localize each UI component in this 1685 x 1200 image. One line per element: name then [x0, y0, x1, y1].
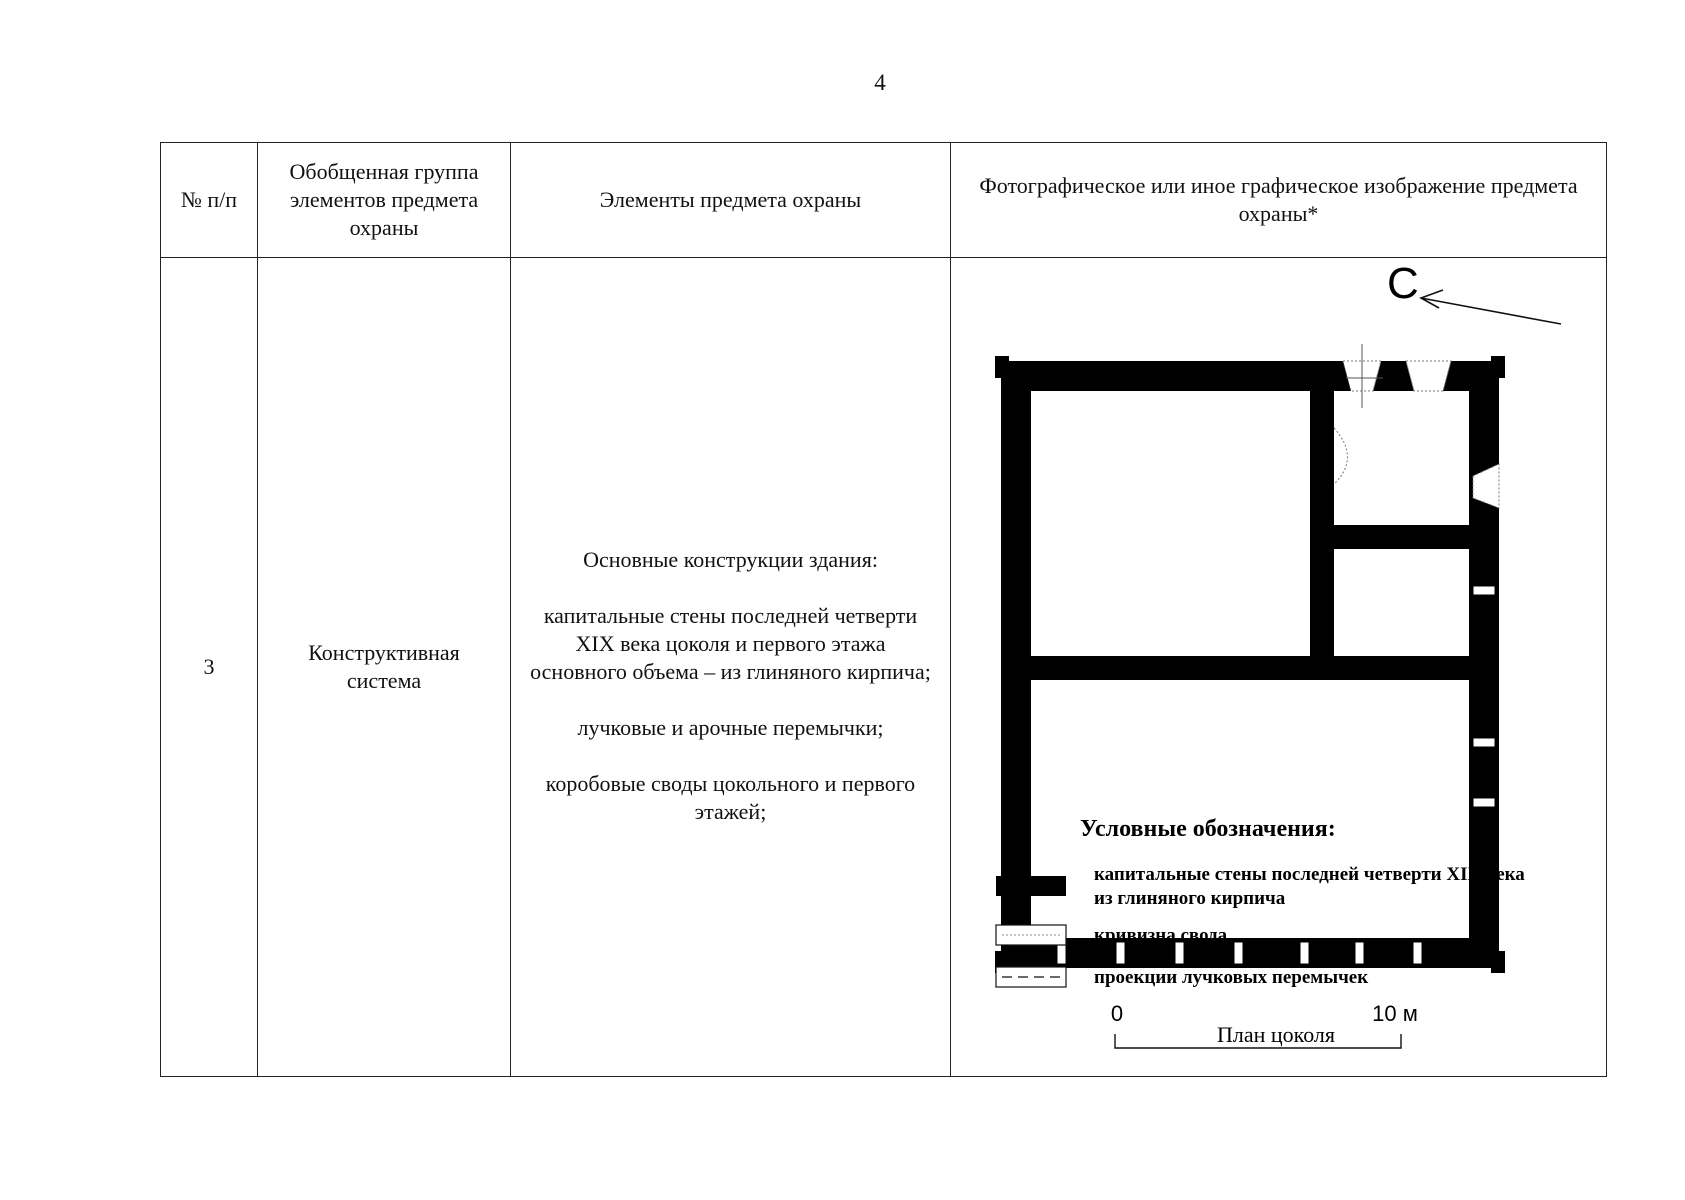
north-label: С	[1387, 259, 1419, 308]
row-num: 3	[161, 258, 258, 1077]
element-item-lintels: лучковые и арочные перемычки;	[577, 715, 884, 740]
header-image: Фотографическое или иное графическое изображение предмета охраны*	[951, 143, 1607, 258]
table-header-row	[161, 143, 1607, 258]
legend-lintel-text: проекции лучковых перемычек	[1094, 967, 1369, 988]
legend-walls-swatch	[996, 876, 1066, 896]
plan-legend	[950, 800, 1605, 1060]
legend-vault-text: кривизна свода	[1094, 925, 1228, 946]
legend-walls-text-1: капитальные стены последней четверти XIX века	[1094, 864, 1525, 885]
header-num: № п/п	[161, 143, 258, 258]
element-item-vaults: коробовые своды цокольного и первого этажей;	[545, 771, 916, 824]
header-group: Обобщенная группа элементов предмета охраны	[258, 143, 511, 258]
legend-title: Условные обозначения:	[1080, 816, 1336, 842]
header-elements: Элементы предмета охраны	[511, 143, 951, 258]
scale-end-label: 10 м	[1372, 1001, 1418, 1026]
element-item-walls: капитальные стены последней четверти XIX века цоколя и первого этажа основного объема – из глиняного кирпича;	[530, 603, 931, 684]
page-number: 4	[874, 70, 886, 95]
row-group: Конструктивная система	[258, 258, 511, 1077]
legend-walls-text-2: из глиняного кирпича	[1094, 888, 1286, 909]
row-elements	[511, 258, 951, 1077]
plan-caption: План цоколя	[1216, 1022, 1336, 1047]
scale-start-label: 0	[1110, 1001, 1124, 1026]
north-arrow-icon	[1421, 290, 1561, 324]
elements-intro: Основные конструкции здания:	[583, 547, 878, 572]
